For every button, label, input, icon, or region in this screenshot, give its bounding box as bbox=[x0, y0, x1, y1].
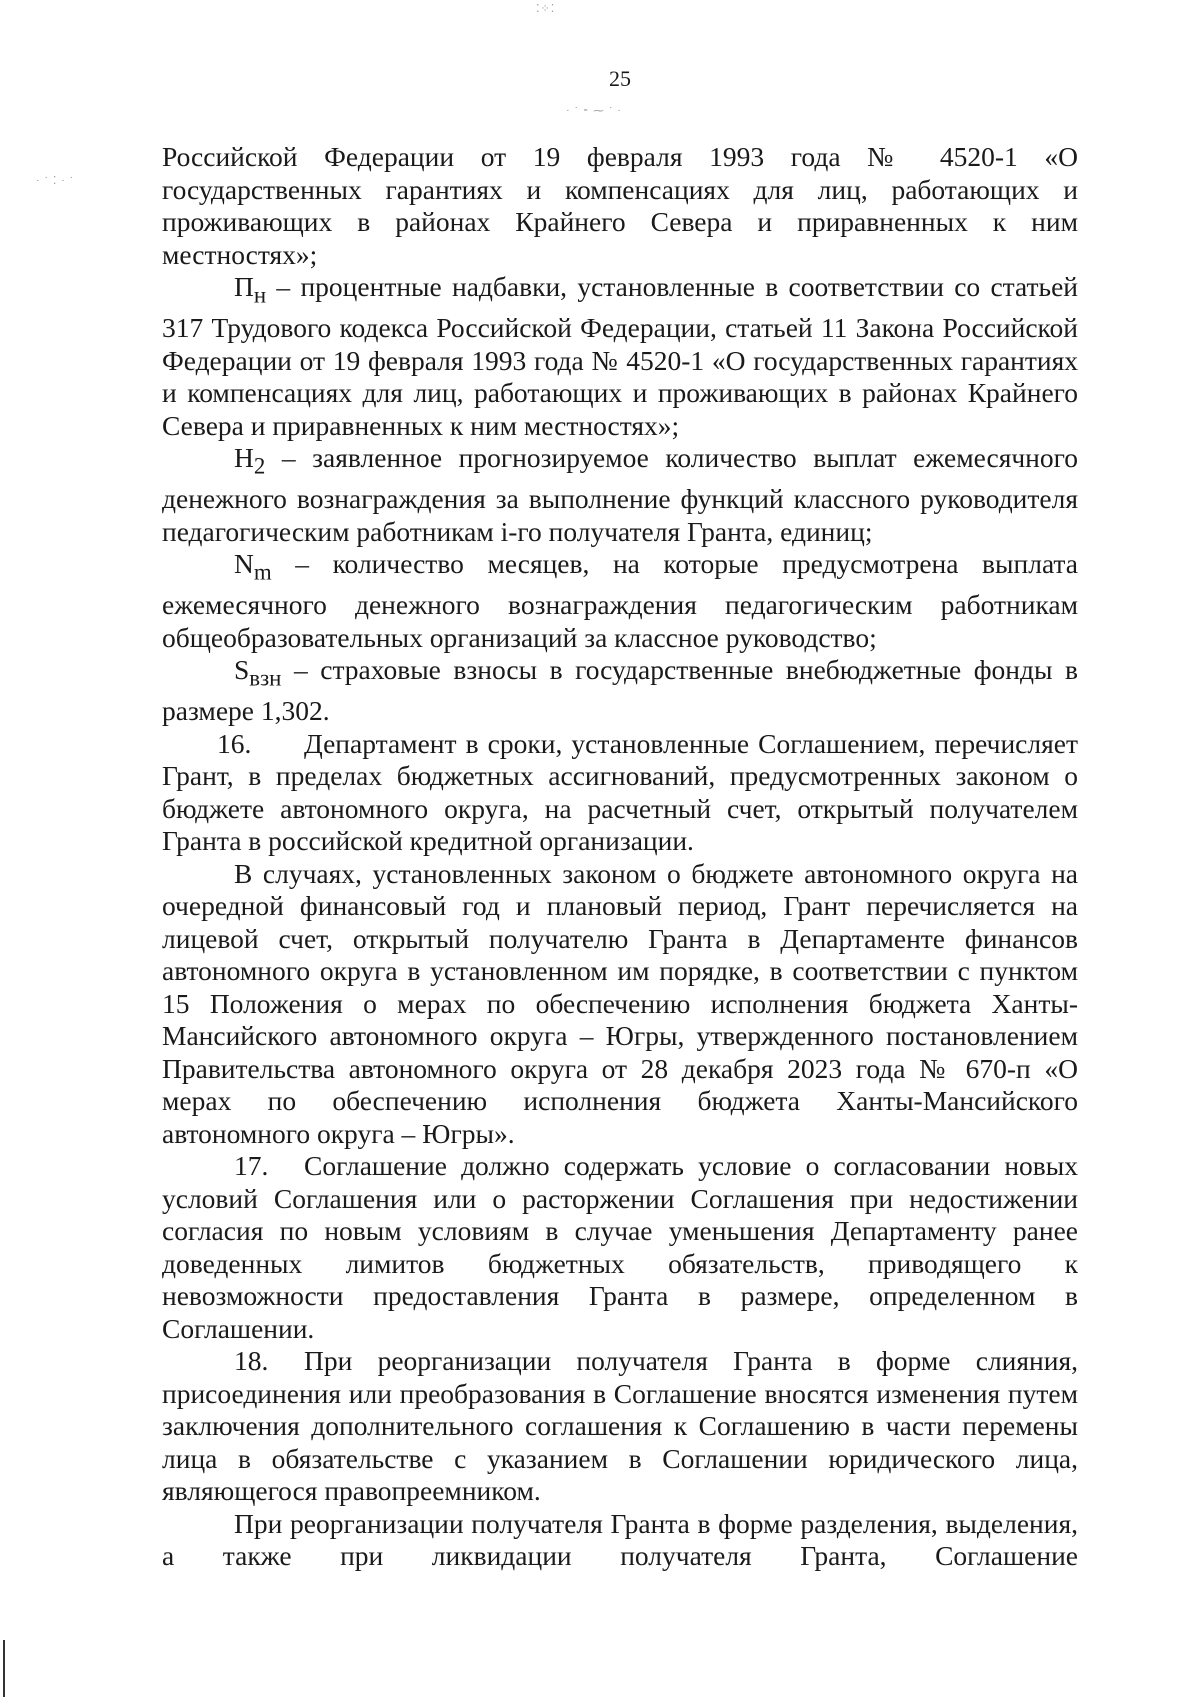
paragraph-text: При реорганизации получателя Гранта в форме разделения, выделения, а также при ликвидации получателя Гранта, Соглашение bbox=[162, 1507, 1078, 1571]
definition-svzn bbox=[162, 654, 1078, 728]
clause-text: Департамент в сроки, установленные Соглашением, перечисляет Грант, в пределах бюджетных ассигнований, предусмотренных законом о бюджете автономного округа, на расчетный счет, открытый получателем Гранта в российской кредитной организации. bbox=[162, 727, 1078, 856]
symbol-h: Н bbox=[234, 442, 254, 473]
definition-pn bbox=[162, 271, 1078, 442]
definition-h2 bbox=[162, 442, 1078, 548]
paragraph-reorganization bbox=[162, 1508, 1078, 1573]
definition-text: – заявленное прогнозируемое количество выплат ежемесячного денежного вознаграждения за выполнение функций классного руководителя педагогическим работникам i-го получателя Гранта, единиц; bbox=[162, 442, 1078, 547]
clause-text: При реорганизации получателя Гранта в форме слияния, присоединения или преобразования в Соглашение вносятся изменения путем заключения дополнительного соглашения к Соглашению в части перемены лица в обязательстве с указанием в Соглашении юридического лица, являющегося правопреемником. bbox=[162, 1345, 1078, 1506]
clause-number: 17. bbox=[234, 1150, 269, 1181]
symbol-s: S bbox=[234, 654, 250, 685]
definition-text: – страховые взносы в государственные внебюджетные фонды в размере 1,302. bbox=[162, 654, 1078, 726]
paragraph-law-continuation bbox=[162, 141, 1078, 271]
scan-artifact-top: ⁚⁘⁚ bbox=[536, 3, 556, 15]
subscript-n: н bbox=[253, 282, 267, 308]
clause-18 bbox=[162, 1345, 1078, 1508]
definition-text: – количество месяцев, на которые предусмотрена выплата ежемесячного денежного вознаграждения педагогическим работникам общеобразовательных организаций за классное руководство; bbox=[162, 548, 1078, 653]
clause-text: Соглашение должно содержать условие о согласовании новых условий Соглашения или о расторжении Соглашения при недостижении согласия по новым условиям в случае уменьшения Департаменту ранее доведенных лимитов бюджетных обязательств, приводящего к невозможности предоставления Гранта в размере, определенном в Соглашении. bbox=[162, 1150, 1078, 1344]
definition-text: – процентные надбавки, установленные в соответствии со статьей 317 Трудового кодекса Российской Федерации, статьей 11 Закона Российской Федерации от 19 февраля 1993 года № 4520-1 «О государственных гарантиях и компенсациях для лиц, работающих и проживающих в районах Крайнего Севера и приравненных к ним местностях»; bbox=[162, 271, 1078, 441]
document-body bbox=[162, 141, 1078, 1573]
symbol-n: N bbox=[234, 548, 254, 579]
scan-artifact-left: · ˙ ⁚ · ˙ bbox=[36, 175, 75, 187]
symbol-p: П bbox=[234, 271, 254, 302]
clause-number: 16. bbox=[217, 727, 252, 759]
subscript-2: 2 bbox=[253, 453, 266, 479]
paragraph-text: В случаях, установленных законом о бюджете автономного округа на очередной финансовый год и плановый период, Грант перечисляется на лицевой счет, открытый получателю Гранта в Департаменте финансов автономного округа в установленном им порядке, в соответствии с пунктом 15 Положения о мерах по обеспечению исполнения бюджета Ханты-Мансийского автономного округа – Югры, утвержденного постановлением Правительства автономного округа от 28 декабря 2023 года № 670-п «О мерах по обеспечению исполнения бюджета Ханты-Мансийского автономного округа – Югры». bbox=[162, 857, 1078, 1149]
subscript-m: m bbox=[253, 559, 272, 585]
clause-number: 18. bbox=[234, 1345, 269, 1376]
scan-artifact-under-number: · ˙ ⁃ ⁓ ˙ · bbox=[566, 105, 622, 117]
paragraph-budget-cases bbox=[162, 858, 1078, 1151]
clause-17 bbox=[162, 1150, 1078, 1345]
subscript-vzn: взн bbox=[249, 665, 282, 691]
paragraph-text: Российской Федерации от 19 февраля 1993 года № 4520-1 «О государственных гарантиях и компенсациях для лиц, работающих и проживающих в районах Крайнего Севера и приравненных к ним местностях»; bbox=[162, 141, 1078, 270]
definition-nm bbox=[162, 548, 1078, 654]
page-number: 25 bbox=[609, 66, 631, 91]
scan-edge-line bbox=[3, 1640, 5, 1697]
clause-16 bbox=[162, 728, 1078, 858]
